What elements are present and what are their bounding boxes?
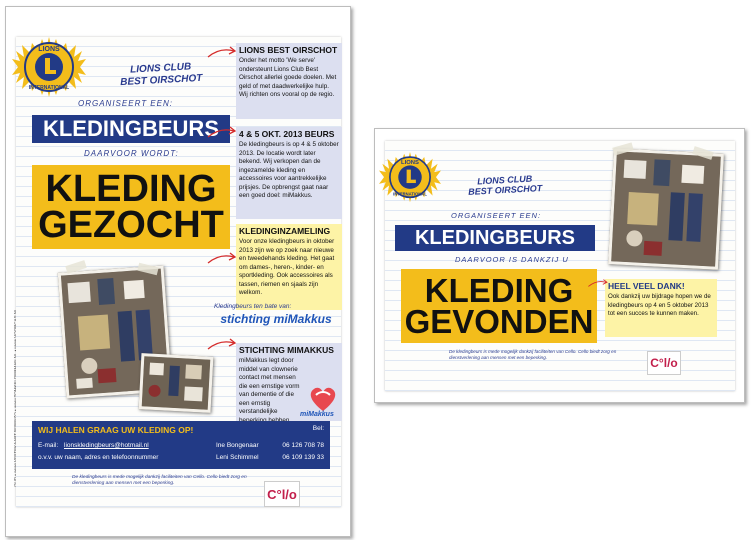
card-headline-box <box>401 269 597 343</box>
mimakkus-small-logo: miMakkus <box>300 411 334 418</box>
arrow-icon <box>206 125 238 139</box>
stichting-mimakkus-logo: stichting miMakkus <box>220 312 332 326</box>
headline-line2: GEVONDEN <box>404 303 594 340</box>
info-box-inzameling-text: Voor onze kledingbeurs in oktober 2013 zijn we op zoek naar nieuwe en tweedehands kleding. Het gaat om dames-, heren-, kinder- en sportkleding. Ook accessoires als tassen, riemen en sjaals zijn welkom. <box>239 238 335 297</box>
club-name-line1: LIONS CLUB <box>129 61 192 76</box>
poster-daarvoor: DAARVOOR WORDT: <box>84 149 179 158</box>
arrow-icon <box>206 251 238 265</box>
club-name-line1: LIONS CLUB <box>476 173 533 187</box>
contact-email-link[interactable]: lionskledingbeurs@hotmail.nl <box>64 442 149 449</box>
poster-kledingbeurs-band: KLEDINGBEURS <box>32 115 230 143</box>
svg-text:INTERNATIONAL: INTERNATIONAL <box>28 85 70 91</box>
arrow-icon <box>206 337 238 351</box>
card-daarvoor: DAARVOOR IS DANKZIJ U <box>455 255 569 264</box>
club-name-line2: BEST OIRSCHOT <box>468 183 543 198</box>
info-box-beurs <box>236 127 342 219</box>
card-kledingbeurs-band: KLEDINGBEURS <box>395 225 595 251</box>
svg-text:INTERNATIONAL: INTERNATIONAL <box>393 191 427 197</box>
info-box-beurs-title: 4 & 5 OKT. 2013 BEURS <box>239 129 335 139</box>
clothing-photo-small <box>139 353 214 413</box>
cello-logo: C°l/o <box>264 481 300 507</box>
info-box-lions <box>236 43 342 119</box>
contact-bel-label: Bel: <box>312 425 324 432</box>
headline-line1: KLEDING <box>45 167 217 210</box>
thankyou-card-sheet <box>374 128 745 403</box>
headline-line2: GEZOCHT <box>38 204 224 246</box>
cello-logo: C°l/o <box>647 351 681 375</box>
poster-organiseert: ORGANISEERT EEN: <box>78 99 173 108</box>
contact-title: WIJ HALEN GRAAG UW KLEDING OP! <box>38 425 194 435</box>
mimakkus-heart-icon <box>306 385 340 413</box>
contact-phone1: 06 126 708 78 <box>282 442 324 449</box>
info-box-inzameling-title: KLEDINGINZAMELING <box>239 226 331 236</box>
club-name-line2: BEST OIRSCHOT <box>119 72 203 88</box>
info-box-thanks-text: Ook dankzij uw bijdrage hopen we de kledingbeurs op 4 en 5 oktober 2013 tot een succes te kunnen maken. <box>608 293 711 318</box>
info-box-beurs-text: De kledingbeurs is op 4 & 5 oktober 2013. De locatie wordt later bekend. Wij verkopen dan de ingezamelde kleding en accessoires voor aantrekkelijke prijsjes. De opbrengst gaat naar een goed doel: miMakkus. <box>239 141 339 200</box>
contact-phone2: 06 109 139 33 <box>282 454 324 461</box>
contact-person2: Leni Schimmel <box>216 454 259 461</box>
info-box-mimakkus-title: STICHTING MIMAKKUS <box>239 345 334 355</box>
tenbate-label: Kledingbeurs ten bate van: <box>214 303 292 310</box>
contact-ovv: o.v.v. uw naam, adres en telefoonnummer <box>38 454 159 461</box>
contact-email-label: E-mail: <box>38 442 59 449</box>
info-box-thanks-title: HEEL VEEL DANK! <box>608 281 685 291</box>
arrow-icon <box>587 277 609 289</box>
card-footnote: De kledingbeurs is mede mogelijk dankzij faciliteiten van Cello. Cello biedt zorg en dienstverlening aan mensen met een beperking. <box>449 349 617 360</box>
lions-logo-icon <box>379 147 441 209</box>
card-clothing-photo <box>608 148 724 270</box>
svg-text:LIONS: LIONS <box>38 46 60 53</box>
info-box-mimakkus-text: miMakkus legt door middel van clownerie contact met mensen die een ernstige vorm van dementie of die een ernstig verstandelijke <box>239 357 300 416</box>
info-box-thanks <box>605 279 717 337</box>
info-box-lions-text: Onder het motto 'We serve' ondersteunt Lions Club Best Oirschot allerlei goede doelen. Met geld of met daadwerkelijke hulp. Wij richten ons vooral op de regio. <box>239 57 337 99</box>
poster-headline-box <box>32 165 230 249</box>
contact-panel <box>32 421 330 469</box>
card-organiseert: ORGANISEERT EEN: <box>451 211 542 220</box>
info-box-inzameling <box>236 224 342 310</box>
info-box-lions-title: LIONS BEST OIRSCHOT <box>239 45 338 55</box>
poster-sheet <box>5 6 351 537</box>
card-clothing-photo-icon <box>611 151 721 266</box>
contact-person1: Ine Bongenaar <box>216 442 259 449</box>
arrow-icon <box>206 45 238 59</box>
clothing-photo-small-icon <box>142 356 211 409</box>
lions-logo-icon <box>12 31 86 105</box>
poster-footnote: De kledingbeurs is mede mogelijk dankzij faciliteiten van Cello. Cello biedt zorg en dienstverlening aan mensen met een beperking. <box>72 475 247 487</box>
svg-text:LIONS: LIONS <box>401 159 419 166</box>
headline-line1: KLEDING <box>424 271 574 309</box>
